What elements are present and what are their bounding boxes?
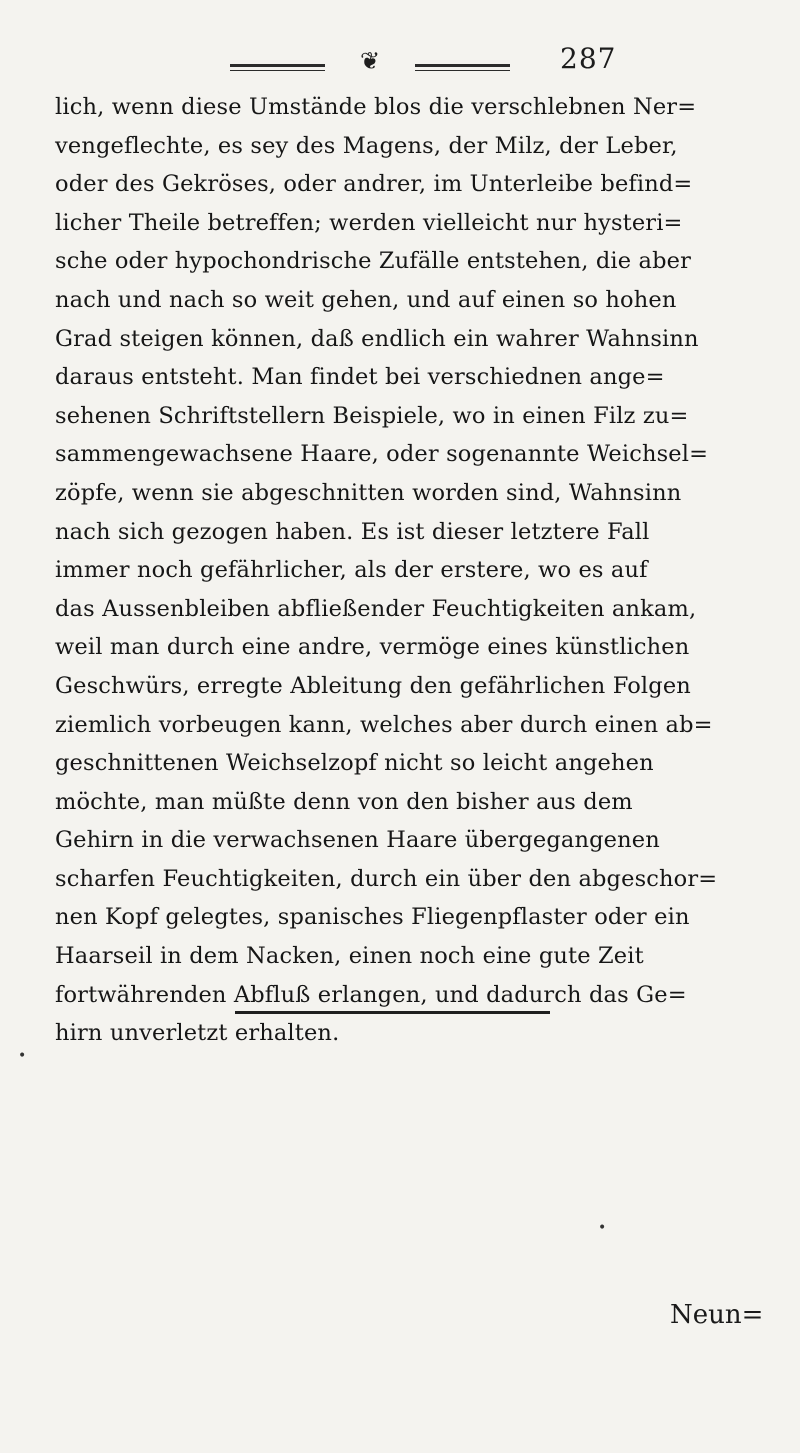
text-line: immer noch gefährlicher, als der erstere, wo es auf	[55, 557, 648, 584]
end-rule	[235, 1011, 550, 1014]
text-line: hirn unverletzt erhalten.	[55, 1020, 340, 1047]
text-line: scharfen Feuchtigkeiten, durch ein über den abgeschor=	[55, 865, 718, 892]
text-line: nach und nach so weit gehen, und auf einen so hohen	[55, 286, 677, 313]
text-line: sche oder hypochondrische Zufälle entstehen, die aber	[55, 248, 692, 275]
text-line: Geschwürs, erregte Ableitung den gefährlichen Folgen	[55, 672, 691, 699]
text-line: oder des Gekröses, oder andrer, im Unterleibe befind=	[55, 171, 693, 198]
text-line: Gehirn in die verwachsenen Haare übergegangenen	[55, 827, 660, 854]
text-line: daraus entsteht. Man findet bei verschiednen ange=	[55, 364, 665, 391]
text-line: sammengewachsene Haare, oder sogenannte Weichsel=	[55, 441, 709, 468]
text-line: lich, wenn diese Umstände blos die verschlebnen Ner=	[55, 94, 697, 120]
text-line: Haarseil in dem Nacken, einen noch eine gute Zeit	[55, 943, 644, 970]
body-text	[55, 88, 765, 1053]
catchword: Neun=	[670, 1300, 764, 1330]
text-line: zöpfe, wenn sie abgeschnitten worden sind, Wahnsinn	[55, 479, 682, 506]
ink-speck: •	[598, 1220, 607, 1236]
text-line: nach sich gezogen haben. Es ist dieser letztere Fall	[55, 518, 650, 545]
page-number: 287	[560, 42, 617, 75]
text-line: geschnittenen Weichselzopf nicht so leicht angehen	[55, 750, 654, 777]
text-line: sehenen Schriftstellern Beispiele, wo in einen Filz zu=	[55, 402, 689, 429]
text-line: möchte, man müßte denn von den bisher aus dem	[55, 788, 633, 815]
text-line: ziemlich vorbeugen kann, welches aber durch einen ab=	[55, 711, 713, 738]
text-line: weil man durch eine andre, vermöge eines künstlichen	[55, 634, 690, 661]
text-line: vengeflechte, es sey des Magens, der Milz, der Leber,	[55, 132, 678, 159]
text-line: licher Theile betreffen; werden vielleicht nur hysteri=	[55, 209, 683, 236]
header-ornament: ❦	[325, 46, 415, 76]
ink-speck: •	[18, 1048, 27, 1064]
text-line: Grad steigen können, daß endlich ein wahrer Wahnsinn	[55, 325, 699, 352]
text-line: fortwährenden Abfluß erlangen, und dadurch das Ge=	[55, 981, 687, 1008]
text-line: das Aussenbleiben abfließender Feuchtigkeiten ankam,	[55, 595, 697, 622]
text-line: nen Kopf gelegtes, spanisches Fliegenpflaster oder ein	[55, 904, 690, 931]
